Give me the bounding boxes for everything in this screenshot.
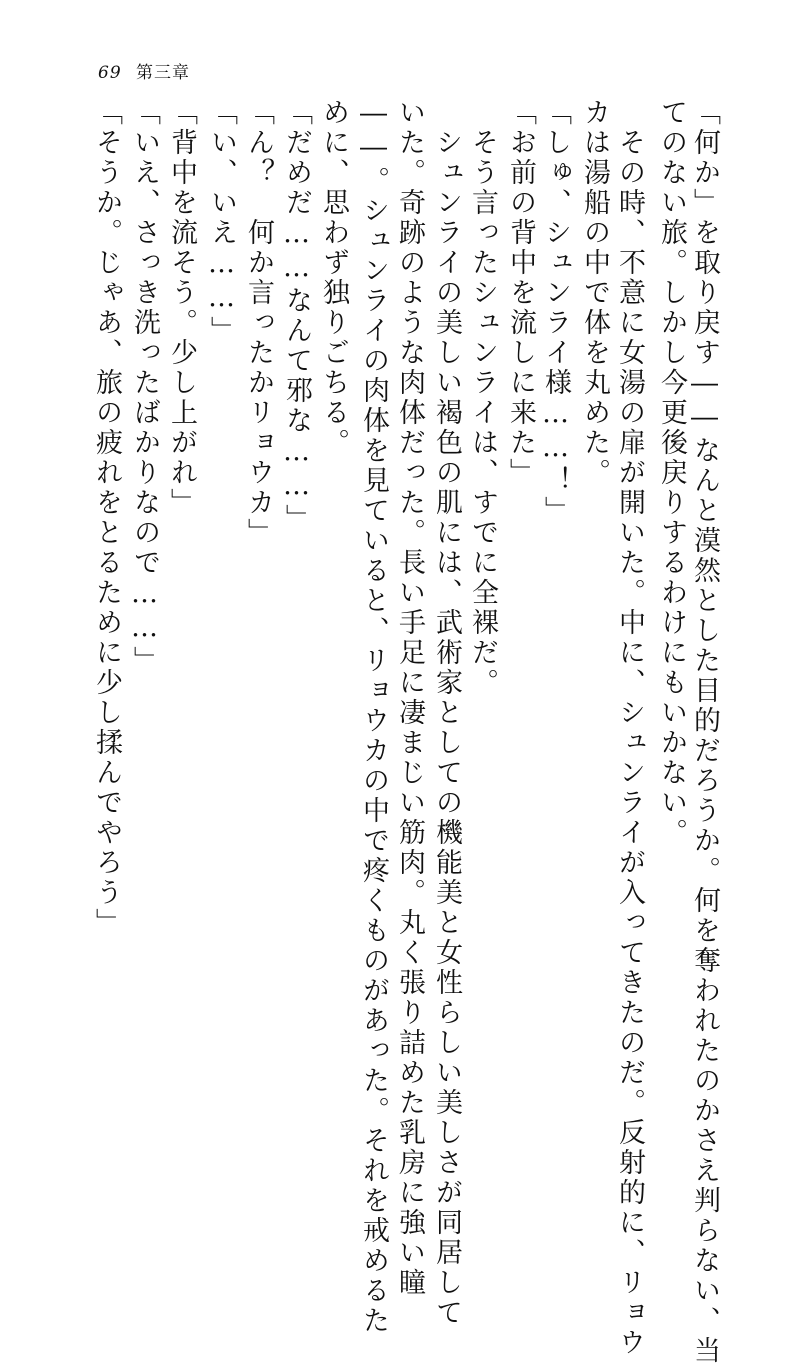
page-number: 69 [98, 63, 122, 83]
text-line: 「何か」を取り戻す――なんと漠然とした目的だろうか。何を奪われたのかさえ判らない、当 [689, 98, 720, 1366]
text-line: めに、思わず独りごちる。 [318, 98, 349, 458]
text-line: その時、不意に女湯の扉が開いた。中に、シュンライが入ってきたのだ。反射的に、リョウ [614, 98, 645, 1358]
chapter-title: 第三章 [136, 63, 191, 83]
text-line: いた。奇跡のような肉体だった。長い手足に凄まじい筋肉。丸く張り詰めた乳房に強い瞳 [394, 98, 425, 1298]
text-line: 「しゅ、シュンライ様……！」 [540, 98, 571, 526]
text-line: ――。シュンライの肉体を見ていると、リョウカの中で疼くものがあった。それを戒めるた [358, 98, 389, 1336]
text-line: てのない旅。しかし今更後戻りするわけにもいかない。 [656, 98, 687, 848]
text-line: シュンライの美しい褐色の肌には、武術家としての機能美と女性らしい美しさが同居して [431, 98, 462, 1328]
text-line: そう言ったシュンライは、すでに全裸だ。 [467, 98, 498, 698]
text-line: 「い、いえ……」 [206, 98, 237, 346]
text-line: 「だめだ……なんて邪な……」 [281, 98, 312, 534]
text-line: 「背中を流そう。少し上がれ」 [166, 98, 197, 518]
text-line: 「お前の背中を流しに来た」 [505, 98, 536, 488]
text-line: 「いえ、さっき洗ったばかりなので……」 [129, 98, 160, 676]
text-line: 「そうか。じゃあ、旅の疲れをとるために少し揉んでやろう」 [91, 98, 122, 938]
text-line: カは湯船の中で体を丸めた。 [579, 98, 610, 488]
page-header [98, 58, 190, 83]
text-line: 「ん？ 何か言ったかリョウカ」 [243, 98, 274, 548]
